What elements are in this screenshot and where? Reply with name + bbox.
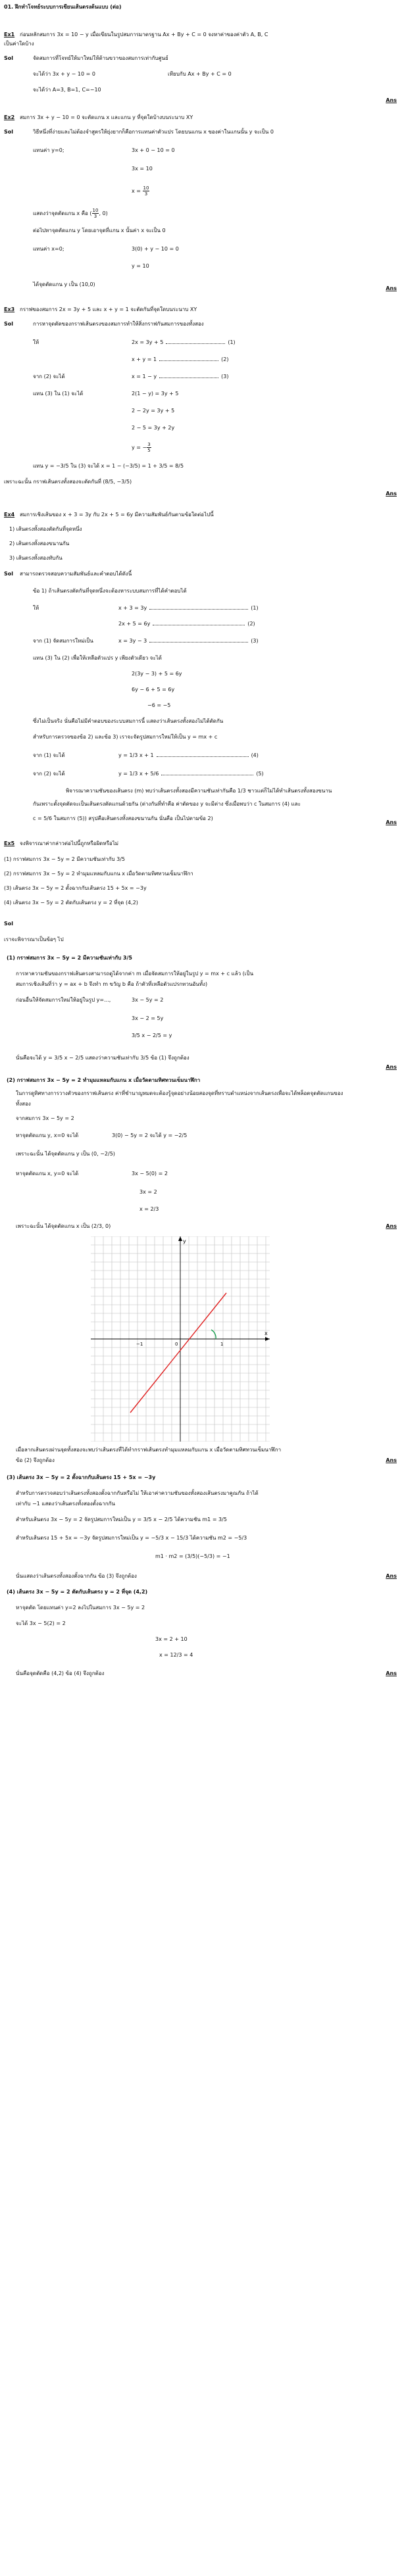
ex5-p4a: หาจุดตัด โดยแทนค่า y=2 ลงไปในสมการ 3x − 5y = 2: [16, 1605, 145, 1611]
ex4-check2: ซึ่งไม่เป็นจริง นั่นคือไม่มีคำตอบของระบบสมการนี้ แสดงว่าเส้นตรงทั้งสองไม่ได้ตัดกัน: [33, 718, 224, 724]
ex3-question: กราฟของสมการ 2x = 3y + 5 และ x + y = 1 จะตัดกันที่จุดใดบนระนาบ XY: [20, 306, 197, 312]
ex5-y0: หาจุดตัดแกน x, y=0 จะได้: [16, 1171, 79, 1177]
ex5-sol-label: Sol: [4, 921, 13, 927]
ex4-heading: Ex4: [4, 512, 15, 518]
y-axis-label: y: [183, 1238, 186, 1244]
ex5-p2b: ทั้งสอง: [16, 1101, 31, 1107]
ex5-p1a: การหาความชันของกราฟเส้นตรงสามารถดูได้จากค่า m เมื่อจัดสมการให้อยู่ในรูป y = mx + c แล้ว (เป็น: [16, 971, 254, 977]
ex5-item-4: (4) เส้นตรง 3x − 5y = 2 ตัดกับเส้นตรง y = 2 ที่จุด (4,2): [4, 900, 138, 906]
ex5-h4: (4) เส้นตรง 3x − 5y = 2 ตัดกับเส้นตรง y = 2 ที่จุด (4,2): [7, 1589, 148, 1595]
ex4-option-3: 3) เส้นตรงทั้งสองทับกัน: [9, 555, 63, 561]
ex4-question: สมการเชิงเส้นของ x + 3 = 3y กับ 2x + 5 = 6y มีความสัมพันธ์กันตามข้อใดต่อไปนี้: [20, 512, 214, 518]
ex4-from2b: จาก (2) จะได้: [33, 771, 65, 777]
ex4-from1: จาก (1) จัดสมการใหม่เป็น: [33, 638, 93, 644]
ex1-step2b: เทียบกับ Ax + By + C = 0: [168, 71, 232, 77]
ex3-eq3: x = 1 − y (3): [132, 374, 229, 379]
ex5-r1b: เพราะฉะนั้น ได้จุดตัดแกน y เป็น (0, −2/5): [16, 1151, 115, 1157]
ex4-eq5: 6y − 6 + 5 = 6y: [132, 687, 175, 693]
ex2-sub-y0: แทนค่า y=0;: [33, 147, 64, 153]
ex1-step1: จัดสมการที่โจทย์ให้มาใหม่ให้ด้านขวาของสมการเท่ากับศูนย์: [33, 55, 168, 61]
ex3-ans: Ans: [386, 491, 397, 497]
ex4-eq2: 2x + 5 = 6y (2): [118, 621, 255, 627]
ex1-step2a: จะได้ว่า 3x + y − 10 = 0: [33, 71, 95, 77]
ex5-x0: หาจุดตัดแกน y, x=0 จะได้: [16, 1132, 79, 1138]
ex3-back-sub: แทน y = −3/5 ใน (3) จะได้ x = 1 − (−3/5) = 1 + 3/5 = 8/5: [33, 463, 184, 469]
ex5-p3d: สำหรับเส้นตรง 15 + 5x = −3y จัดรูปสมการใหม่เป็น y = −5/3 x − 15/3 ได้ความชัน m2 = −5/3: [16, 1535, 247, 1541]
ex5-p2c: จากสมการ 3x − 5y = 2: [16, 1115, 74, 1121]
graph-line: [130, 1293, 226, 1413]
ex3-eq1: 2x = 3y + 5 (1): [132, 339, 236, 345]
ex5-p3e: m1 · m2 = (3/5)(−5/3) = −1: [155, 1553, 230, 1559]
ex4-option-2: 2) เส้นตรงทั้งสองขนานกัน: [9, 541, 70, 547]
origin-label: 0: [175, 1342, 178, 1347]
ex1-sol-label: Sol: [4, 55, 13, 61]
ex5-p3c: สำหรับเส้นตรง 3x − 5y = 2 จัดรูปสมการใหม่เป็น y = 3/5 x − 2/5 ได้ความชัน m1 = 3/5: [16, 1517, 227, 1522]
ex4-eq6: −6 = −5: [147, 702, 171, 708]
ex3-eq2: x + y = 1 (2): [132, 356, 229, 362]
tick-label-neg: −1: [136, 1342, 143, 1347]
ex5-item-1: (1) กราฟสมการ 3x − 5y = 2 มีความชันเท่ากับ 3/5: [4, 856, 125, 862]
x-axis-label: x: [264, 1330, 268, 1336]
ex5-h3: (3) เส้นตรง 3x − 5y = 2 ตั้งฉากกับเส้นตรง 15 + 5x = −3y: [7, 1474, 156, 1480]
ex2-x-intercept: แสดงว่าจุดตัดแกน x คือ ( $\frac{10}{3}$ , 0): [33, 208, 108, 219]
ex2-sol-label: Sol: [4, 129, 13, 135]
ex4-sol-intro: สามารถตรวจสอบความสัมพันธ์และคำตอบได้ดังนี้: [20, 571, 132, 577]
ex5-p3b: เท่ากับ −1 แสดงว่าเส้นตรงทั้งสองตั้งฉากกัน: [16, 1501, 115, 1507]
ex1-ans: Ans: [386, 97, 397, 103]
ex5-q2: 3x − 2 = 5y: [132, 1015, 164, 1021]
ex5-p3a: สำหรับการตรวจสอบว่าเส้นตรงทั้งสองตั้งฉากกันหรือไม่ ให้เอาค่าความชันของทั้งสองเส้นตรงมาคูณกัน ถ้าได้: [16, 1490, 259, 1496]
ex1-question-line1: ก่อนหลักสมการ 3x = 10 − y เมื่อเขียนในรูปสมการมาตรฐาน Ax + By + C = 0 จงหาค่าของค่าตัว A, B, C: [20, 32, 268, 37]
ex3-eq7: y = − $\frac{3}{5}$: [132, 442, 151, 453]
ex4-option-1: 1) เส้นตรงทั้งสองตัดกันที่จุดหนึ่ง: [9, 526, 82, 532]
ex3-eq4: 2(1 − y) = 3y + 5: [132, 391, 179, 397]
ex4-eq7: y = 1/3 x + 1 (4): [118, 752, 259, 758]
ex4-ans: Ans: [386, 819, 397, 825]
ex5-p1b: สมการเชิงเส้นที่ว่า y = ax + b จึงทำ m ขวัญ b คือ ถ้าตัวที่เหลือตัวแปรกทวนอันทั้ง): [16, 981, 208, 987]
y-axis-arrow-icon: [178, 1236, 182, 1241]
ex2-ans: Ans: [386, 285, 397, 291]
ex2-eq4: 3(0) + y − 10 = 0: [132, 246, 179, 252]
ex5-p1d: นั่นคือจะได้ y = 3/5 x − 2/5 แสดงว่าความชันเท่ากับ 3/5 ข้อ (1) จึงถูกต้อง: [16, 1055, 189, 1061]
ex5-sol-intro: เราจะพิจารณาเป็นข้อๆ ไป: [4, 936, 64, 942]
ex2-sub-x0: แทนค่า x=0;: [33, 246, 64, 252]
ex3-step1: การหาจุดตัดของกราฟเส้นตรงของสมการทำให้สิ่งกราฟกันสมการของทั้งสอง: [33, 321, 204, 327]
ex5-r1: 3(0) − 5y = 2 จะได้ y = −2/5: [112, 1132, 188, 1138]
ex4-check5: กันเพราะตั้งจุดตัดจะเป็นเส้นตรงตัดแกนด้วยกัน (ต่างกันที่ทำคือ ค่าตัดของ y จะมีต่าง ซึ่งเมื่อพบว่า c ในสมการ (4) และ: [33, 801, 301, 807]
ex2-eq2: 3x = 10: [132, 166, 153, 172]
ex5-p4e: นั่นคือจุดตัดคือ (4,2) ข้อ (4) จึงถูกต้อง: [16, 1670, 105, 1676]
ex5-r2: 3x − 5(0) = 2: [132, 1171, 168, 1177]
ex5-heading: Ex5: [4, 840, 15, 846]
ex5-ans3: Ans: [386, 1457, 397, 1463]
line-graph: [91, 1236, 270, 1442]
ex2-eq5: y = 10: [132, 263, 149, 269]
ex2-heading: Ex2: [4, 114, 15, 120]
x-axis-arrow-icon: [265, 1337, 270, 1341]
document-title: 01. ฝึกทำโจทย์ระบบการเขียนเส้นตรงต้นแบบ (ต่อ): [4, 4, 122, 10]
ex4-given: ให้: [33, 605, 39, 611]
ex2-question: สมการ 3x + y − 10 = 0 จะตัดแกน x และแกน y ที่จุดใดบ้างบนระนาบ XY: [20, 114, 193, 120]
ex4-eq4: 2(3y − 3) + 5 = 6y: [132, 671, 182, 677]
ex5-p2e: ข้อ (2) จึงถูกต้อง: [16, 1457, 55, 1463]
ex2-step2: ต่อไปหาจุดตัดแกน y โดยเอาจุดที่แกน x นั้นค่า x จะเป็น 0: [33, 228, 166, 233]
ex5-p4d: x = 12/3 = 4: [159, 1652, 193, 1658]
ex1-question-line2: เป็นค่าใดบ้าง: [4, 41, 34, 47]
ex3-eq6: 2 − 5 = 3y + 2y: [132, 425, 175, 431]
ex3-sub: แทน (3) ใน (1) จะได้: [33, 391, 84, 397]
ex4-check4: พิจารณาความชันของเส้นตรง (m) พบว่าเส้นตรงทั้งสองมีความชันเท่ากันคือ 1/3 ชาวแต่ก็ไม่ได้ทำเส้นตรงทั้งสองขนาน: [66, 788, 332, 794]
ex3-from2: จาก (2) จะได้: [33, 374, 65, 379]
ex4-eq1: x + 3 = 3y (1): [118, 605, 259, 611]
ex2-eq3: x = $\frac{10}{3}$: [132, 185, 149, 197]
ex2-eq1: 3x + 0 − 10 = 0: [132, 147, 175, 153]
ex4-eq8: y = 1/3 x + 5/6 (5): [118, 771, 264, 777]
ex3-result: เพราะฉะนั้น กราฟเส้นตรงทั้งสองจะตัดกันที่ (8/5, −3/5): [4, 479, 132, 485]
ex4-eq3: x = 3y − 3 (3): [118, 638, 259, 644]
ex4-sol-label: Sol: [4, 571, 13, 577]
ex4-check6: c = 5/6 ในสมการ (5)) สรุปคือเส้นตรงทั้งสองขนานกัน นั่นคือ เป็นไปตามข้อ 2): [33, 815, 213, 821]
ex4-sub: แทน (3) ใน (2) เพื่อให้เหลือตัวแปร y เพียงตัวเดียว จะได้: [33, 655, 162, 661]
ex5-p4b: จะได้ 3x − 5(2) = 2: [16, 1620, 66, 1626]
tick-label-pos: 1: [220, 1342, 224, 1347]
ex5-r3: 3x = 2: [139, 1189, 157, 1195]
ex5-ans4: Ans: [386, 1573, 397, 1579]
ex5-item-3: (3) เส้นตรง 3x − 5y = 2 ตั้งฉากกับเส้นตรง 15 + 5x = −3y: [4, 885, 147, 891]
ex5-ans5: Ans: [386, 1670, 397, 1676]
ex5-p2a: ในการดูทิศทางการวางตัวของกราฟเส้นตรง ค่าที่ชำนาญหมดจะต้องรู้จุดอย่างน้อยสองจุดที่ทราบตำแหน่งจากเส้นตรงเพื่อจะได้พล็อตจุดตัดแกนของ: [16, 1090, 343, 1096]
ex1-step3: จะได้ว่า A=3, B=1, C=−10: [33, 87, 101, 93]
ex5-question: จงพิจารณาค่ากล่าวต่อไปนี้ถูกหรือผิดหรือไม่: [20, 840, 119, 846]
ex3-given: ให้: [33, 339, 39, 345]
ex5-q1: 3x − 5y = 2: [132, 997, 164, 1003]
ex5-h2: (2) กราฟสมการ 3x − 5y = 2 ทำมุมแหลมกับแกน x เมื่อวัดตามทิศทวนเข็มนาฬิกา: [7, 1077, 201, 1083]
acute-angle-arc: [211, 1330, 216, 1339]
ex5-q3: 3/5 x − 2/5 = y: [132, 1033, 172, 1038]
ex5-p2d: เมื่อลากเส้นตรงผ่านจุดทั้งสองจะพบว่าเส้นตรงที่ได้ทำกราฟเส้นตรงทำมุมแหลมกับแกน x เมื่อวัดตามทิศทวนเข็มนาฬิกา: [16, 1447, 282, 1453]
ex5-item-2: (2) กราฟสมการ 3x − 5y = 2 ทำมุมแหลมกับแกน x เมื่อวัดตามทิศทวนเข็มนาฬิกา: [4, 871, 193, 877]
ex5-r4: x = 2/3: [139, 1206, 159, 1212]
ex1-heading: Ex1: [4, 32, 15, 37]
ex5-p1c: ก่อนอื่นให้จัดสมการใหม่ให้อยู่ในรูป y=...,: [16, 997, 111, 1003]
ex5-p3f: นั่นแสดงว่าเส้นตรงทั้งสองตั้งฉากกัน ข้อ (3) จึงถูกต้อง: [16, 1573, 137, 1579]
ex4-check3: สำหรับการตรวจของข้อ 2) และข้อ 3) เราจะจัดรูปสมการใหม่ให้เป็น y = mx + c: [33, 734, 218, 740]
ex5-r4b: เพราะฉะนั้น ได้จุดตัดแกน x เป็น (2/3, 0): [16, 1223, 111, 1229]
ex5-h1: (1) กราฟสมการ 3x − 5y = 2 มีความชันเท่ากับ 3/5: [7, 955, 132, 961]
ex3-sol-label: Sol: [4, 321, 13, 327]
ex3-heading: Ex3: [4, 306, 15, 312]
ex2-y-intercept: ได้จุดตัดแกน y เป็น (10,0): [33, 281, 95, 287]
ex4-check1: ข้อ 1) ถ้าเส้นตรงตัดกันที่จุดหนึ่งจะต้องหาระบบสมการที่ได้คำตอบได้: [33, 588, 187, 594]
ex3-eq5: 2 − 2y = 3y + 5: [132, 408, 175, 414]
ex2-step1: วิธีหนึ่งที่ง่ายและไม่ต้องจำสูตรให้ยุ่งยากก็คือการแทนค่าตัวแปร โดยบนแกน x ของค่าในแกนนั้น y จะเป็น 0: [33, 129, 274, 135]
ex5-p4c: 3x = 2 + 10: [155, 1636, 188, 1642]
ex5-ans1: Ans: [386, 1064, 397, 1070]
ex4-from1b: จาก (1) จะได้: [33, 752, 65, 758]
ex5-ans2: Ans: [386, 1223, 397, 1229]
